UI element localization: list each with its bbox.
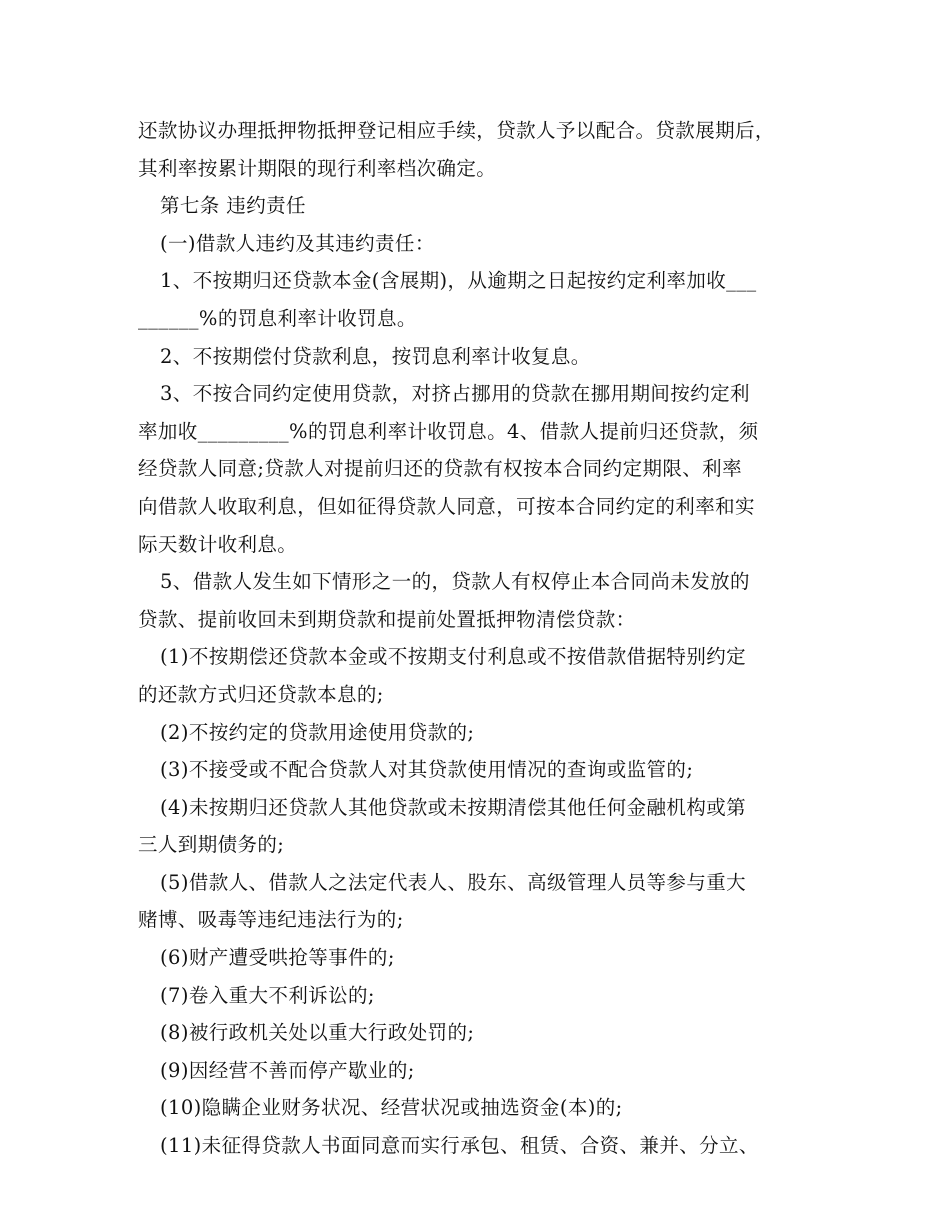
text-line: 际天数计收利息。 (138, 532, 298, 556)
text-line: (11)未征得贷款人书面同意而实行承包、租赁、合资、兼并、分立、 (160, 1134, 759, 1158)
text-line: 第七条 违约责任 (160, 194, 306, 218)
text-line: 其利率按累计期限的现行利率档次确定。 (138, 156, 497, 180)
text-line: 三人到期债务的; (138, 833, 285, 857)
text-line: (1)不按期偿还贷款本金或不按期支付利息或不按借款借据特别约定 (160, 645, 747, 669)
text-line: (7)卷入重大不利诉讼的; (160, 983, 375, 1007)
text-line: 2、不按期偿付贷款利息，按罚息利率计收复息。 (160, 344, 591, 368)
text-line: (4)未按期归还贷款人其他贷款或未按期清偿其他任何金融机构或第 (160, 795, 747, 819)
text-line: 经贷款人同意;贷款人对提前归还的贷款有权按本合同约定期限、利率 (138, 457, 742, 481)
document-body (138, 112, 818, 1165)
text-line: 1、不按期归还贷款本金(含展期)，从逾期之日起按约定利率加收___ (160, 269, 757, 293)
text-line: ______%的罚息利率计收罚息。 (138, 306, 417, 330)
text-line: 还款协议办理抵押物抵押登记相应手续，贷款人予以配合。贷款展期后， (138, 119, 775, 142)
text-line: 5、借款人发生如下情形之一的，贷款人有权停止本合同尚未发放的 (160, 570, 750, 594)
text-line: (9)因经营不善而停产歇业的; (160, 1058, 415, 1082)
text-line: 赌博、吸毒等违纪违法行为的; (138, 908, 404, 932)
text-line: 的还款方式归还贷款本息的; (138, 682, 384, 706)
text-line: (6)财产遭受哄抢等事件的; (160, 946, 395, 970)
text-line: 向借款人收取利息，但如征得贷款人同意，可按本合同约定的利率和实 (138, 494, 755, 518)
text-line: (一)借款人违约及其违约责任： (160, 231, 435, 255)
text-line: 率加收_________%的罚息利率计收罚息。4、借款人提前归还贷款，须 (138, 419, 759, 443)
text-line: (5)借款人、借款人之法定代表人、股东、高级管理人员等参与重大 (160, 870, 747, 894)
text-line: (8)被行政机关处以重大行政处罚的; (160, 1021, 475, 1045)
text-line: (2)不按约定的贷款用途使用贷款的; (160, 720, 475, 744)
text-line: (3)不接受或不配合贷款人对其贷款使用情况的查询或监管的; (160, 758, 694, 782)
text-line: (10)隐瞒企业财务状况、经营状况或抽选资金(本)的; (160, 1096, 623, 1120)
text-line: 贷款、提前收回未到期贷款和提前处置抵押物清偿贷款： (138, 607, 636, 631)
text-line: 3、不按合同约定使用贷款，对挤占挪用的贷款在挪用期间按约定利 (160, 382, 750, 406)
